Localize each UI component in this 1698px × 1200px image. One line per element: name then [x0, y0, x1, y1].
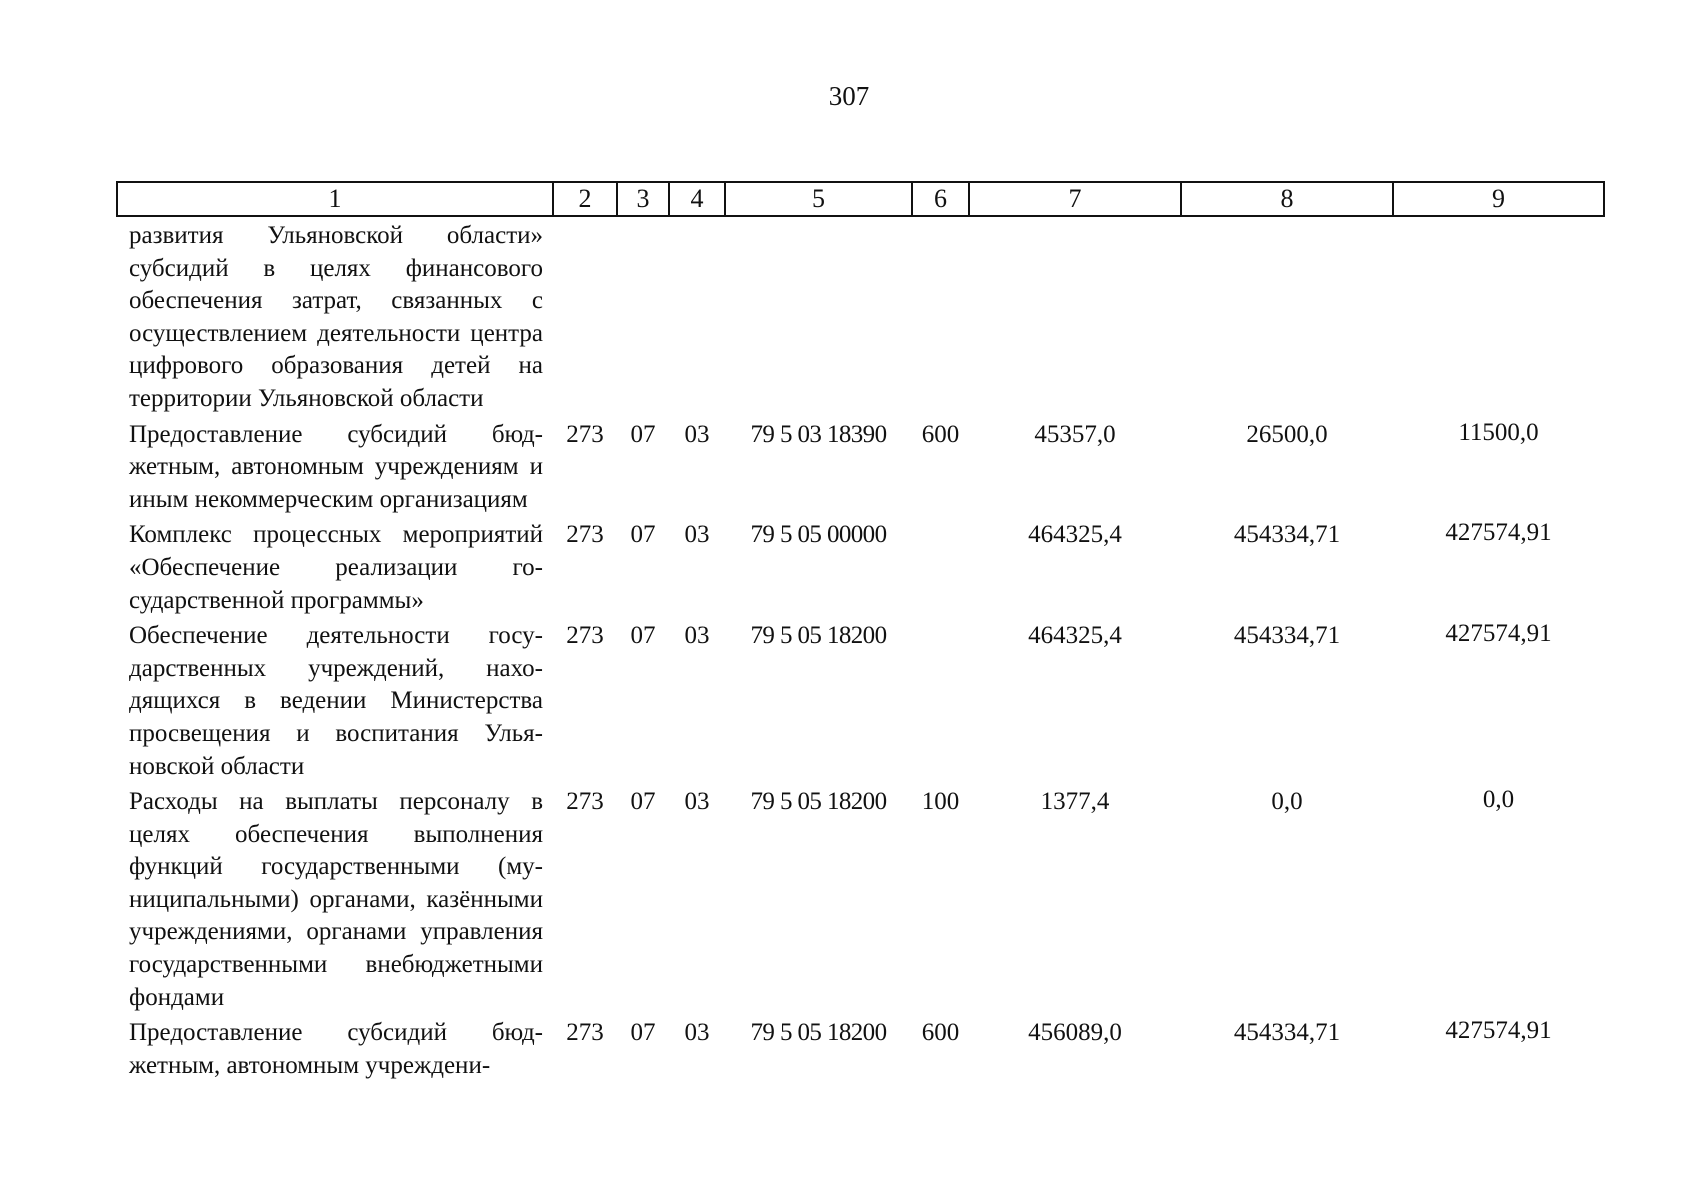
column-header: 4: [669, 182, 725, 216]
row-description: Предоставление субсидий бюджетным, автономным учреждениям и иным некоммерческим организациям: [129, 420, 543, 513]
expense-type-code: 600: [921, 420, 960, 448]
amount-col9: 11500,0: [1458, 418, 1539, 446]
amount-col7: 45357,0: [1034, 420, 1116, 448]
expense-type-code: [912, 216, 969, 416]
amount-col9: 427574,91: [1445, 620, 1552, 648]
section-code: 07: [630, 788, 656, 816]
row-description: Обеспечение деятельности государственных учреждений, находящихся в ведении Министерства просвещения и воспитания Ульяновской области: [129, 622, 543, 780]
expense-type-code: [912, 516, 969, 617]
subsection-code: 03: [684, 521, 710, 549]
section-code: [617, 216, 669, 416]
amount-col7: [969, 216, 1181, 416]
column-header: 8: [1181, 182, 1393, 216]
column-header: 3: [617, 182, 669, 216]
table-row: [117, 617, 1604, 783]
target-article-code: 79 5 05 18200: [750, 1019, 887, 1047]
column-header: 1: [117, 182, 553, 216]
amount-col7: 456089,0: [1028, 1019, 1122, 1047]
chapter-code: 273: [566, 420, 604, 448]
header-row: [117, 182, 1604, 216]
amount-col8: 454334,71: [1233, 521, 1341, 549]
table-row: [117, 1014, 1604, 1082]
section-code: 07: [630, 521, 656, 549]
column-header: 6: [912, 182, 969, 216]
chapter-code: [553, 216, 617, 416]
target-article-code: 79 5 05 00000: [750, 521, 887, 549]
subsection-code: 03: [684, 1019, 710, 1047]
expense-type-code: 600: [921, 1019, 960, 1047]
row-description: Комплекс процессных мероприятий «Обеспечение реализации государственной программы»: [129, 521, 543, 614]
page-number: 307: [828, 81, 870, 111]
amount-col9: 427574,91: [1445, 1017, 1552, 1045]
expense-type-code: 100: [921, 788, 960, 816]
amount-col7: 464325,4: [1028, 622, 1122, 650]
amount-col9: [1393, 216, 1604, 416]
section-code: 07: [630, 1019, 656, 1047]
section-code: 07: [630, 622, 656, 650]
amount-col8: 0,0: [1271, 788, 1303, 816]
column-header: 7: [969, 182, 1181, 216]
table-header: [117, 182, 1604, 216]
row-description: развития Ульяновской области» субсидий в целях финансового обеспечения затрат, связанных с осуществлением деятельности центра цифрового образования детей на территории Ульяновской области: [129, 222, 543, 412]
amount-col9: 427574,91: [1445, 519, 1552, 547]
chapter-code: 273: [566, 521, 604, 549]
column-header: 9: [1393, 182, 1604, 216]
amount-col8: 454334,71: [1233, 1019, 1341, 1047]
table-row: [117, 783, 1604, 1014]
target-article-code: 79 5 05 18200: [750, 622, 887, 650]
target-article-code: 79 5 03 18390: [750, 420, 887, 448]
subsection-code: [669, 216, 725, 416]
amount-col8: 26500,0: [1246, 420, 1328, 448]
row-description: Предоставление субсидий бюджетным, автономным учреждени-: [129, 1019, 543, 1079]
column-header: 5: [725, 182, 912, 216]
table-body: [117, 216, 1604, 1082]
target-article-code: [725, 216, 912, 416]
amount-col8: 454334,71: [1233, 622, 1341, 650]
table-row: [117, 416, 1604, 517]
budget-table: [116, 181, 1605, 1082]
table-row: [117, 216, 1604, 416]
subsection-code: 03: [684, 622, 710, 650]
column-header: 2: [553, 182, 617, 216]
subsection-code: 03: [684, 788, 710, 816]
expense-type-code: [912, 617, 969, 783]
chapter-code: 273: [566, 1019, 604, 1047]
chapter-code: 273: [566, 622, 604, 650]
table-row: [117, 516, 1604, 617]
section-code: 07: [630, 420, 656, 448]
amount-col7: 1377,4: [1040, 788, 1110, 816]
target-article-code: 79 5 05 18200: [750, 788, 887, 816]
amount-col7: 464325,4: [1028, 521, 1122, 549]
amount-col8: [1181, 216, 1393, 416]
amount-col9: 0,0: [1482, 786, 1515, 814]
chapter-code: 273: [566, 788, 604, 816]
row-description: Расходы на выплаты персоналу в целях обеспечения выполнения функций государственными (муниципальными) органами, казёнными учреждениями, органами управления государственными внебюджетными фондами: [129, 788, 543, 1011]
subsection-code: 03: [684, 420, 710, 448]
